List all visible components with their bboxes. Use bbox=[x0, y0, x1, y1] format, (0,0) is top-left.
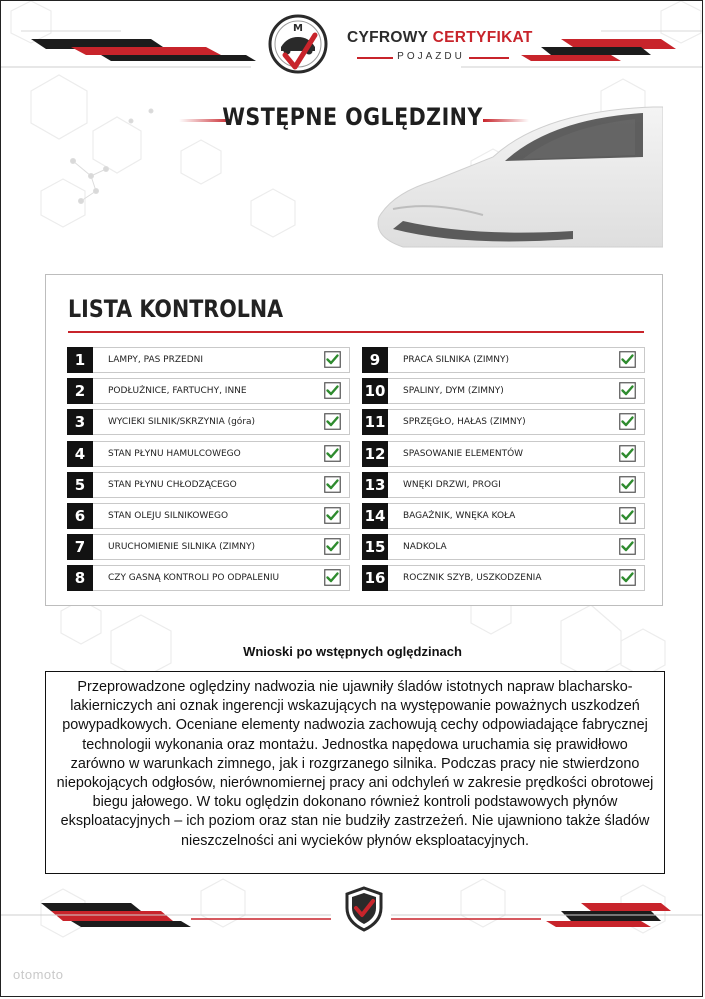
checklist-row-label: LAMPY, PAS PRZEDNI bbox=[108, 355, 204, 365]
checklist-row-label: SPALINY, DYM (ZIMNY) bbox=[403, 386, 504, 397]
checkbox-checked-icon[interactable] bbox=[324, 413, 341, 430]
checkbox-checked-icon[interactable] bbox=[619, 538, 636, 555]
checklist-row-number: 4 bbox=[67, 441, 93, 467]
checklist-row-label: SPRZĘGŁO, HAŁAS (ZIMNY) bbox=[403, 417, 526, 428]
checklist-row-number: 15 bbox=[362, 534, 388, 560]
checklist-row-label: SPASOWANIE ELEMENTÓW bbox=[403, 448, 524, 459]
logo-badge-icon bbox=[267, 13, 329, 79]
checklist-row bbox=[362, 503, 645, 529]
checkbox-checked-icon[interactable] bbox=[619, 507, 636, 524]
checklist-column-right bbox=[362, 347, 645, 597]
left-stripes bbox=[1, 31, 256, 67]
checklist-row bbox=[67, 503, 350, 529]
checkbox-checked-icon[interactable] bbox=[324, 476, 341, 493]
checklist-row bbox=[362, 441, 645, 467]
checklist-row-label: PRACA SILNIKA (ZIMNY) bbox=[403, 355, 509, 365]
checkbox-checked-icon[interactable] bbox=[324, 507, 341, 524]
checklist-row-number: 1 bbox=[67, 347, 93, 373]
checklist-row-number: 8 bbox=[67, 565, 93, 591]
checklist-card bbox=[45, 274, 663, 606]
watermark: otomoto bbox=[13, 967, 64, 982]
checklist-row bbox=[67, 378, 350, 404]
checklist-row-label: STAN OLEJU SILNIKOWEGO bbox=[108, 510, 229, 521]
checklist-row-number: 10 bbox=[362, 378, 388, 404]
shield-check-icon bbox=[344, 886, 384, 932]
checklist-row-label: URUCHOMIENIE SILNIKA (ZIMNY) bbox=[108, 542, 255, 553]
page-title: WSTĘPNE OGLĘDZINY bbox=[222, 103, 483, 131]
checklist-rule bbox=[68, 331, 644, 333]
checklist-row-number: 3 bbox=[67, 409, 93, 435]
checklist-row-label: CZY GASNĄ KONTROLI PO ODPALENIU bbox=[108, 573, 280, 584]
checklist-row-label: ROCZNIK SZYB, USZKODZENIA bbox=[403, 573, 542, 584]
checklist-row-label: NADKOLA bbox=[403, 542, 447, 553]
checkbox-checked-icon[interactable] bbox=[619, 382, 636, 399]
checklist-row bbox=[67, 409, 350, 435]
checklist-row-label: WYCIEKI SILNIK/SKRZYNIA (góra) bbox=[108, 417, 256, 428]
checklist-row bbox=[362, 472, 645, 498]
conclusions-text: Przeprowadzone oględziny nadwozia nie ujawniły śladów istotnych napraw blacharsko-lakierniczych ani oznak ingerencji wskazujących na występowanie poważnych uszkodzeń powypadkowych. Oceniane elementy nadwozia zachowują cechy odpowiadające fabrycznej technologii wykonania oraz montażu. Jednostka napędowa uruchamia się prawidłowo zarówno w warunkach zimnego, jak i rozgrzanego silnika. Podczas pracy nie stwierdzono niepokojących odgłosów, nierównomiernej pracy ani odchyleń w zakresie prędkości obrotowej biegu jałowego. W toku oględzin dokonano również kontroli podstawowych płynów eksploatacyjnych – ich poziom oraz stan nie budziły zastrzeżeń. Nie ujawniono także śladów nieszczelności ani wycieków płynów eksploatacyjnych. bbox=[56, 679, 654, 849]
checkbox-checked-icon[interactable] bbox=[324, 351, 341, 368]
checkbox-checked-icon[interactable] bbox=[619, 476, 636, 493]
checklist-row bbox=[362, 378, 645, 404]
conclusions-box bbox=[45, 671, 665, 874]
brand-rule-right bbox=[469, 57, 509, 59]
checkbox-checked-icon[interactable] bbox=[324, 445, 341, 462]
checklist-row-number: 11 bbox=[362, 409, 388, 435]
checklist-row bbox=[362, 565, 645, 591]
footer-left-stripes bbox=[1, 903, 331, 927]
checklist-row-number: 7 bbox=[67, 534, 93, 560]
checklist-row-label: WNĘKI DRZWI, PROGI bbox=[403, 479, 501, 490]
checklist-column-left bbox=[67, 347, 350, 597]
title-rule-right bbox=[483, 119, 529, 122]
checklist-row bbox=[67, 534, 350, 560]
checklist-row-label: PODŁUŻNICE, FARTUCHY, INNE bbox=[108, 386, 247, 397]
brand-word-2: CERTYFIKAT bbox=[432, 29, 533, 46]
checklist-row-number: 12 bbox=[362, 441, 388, 467]
checkbox-checked-icon[interactable] bbox=[619, 445, 636, 462]
checklist-row-number: 2 bbox=[67, 378, 93, 404]
checklist-row-number: 5 bbox=[67, 472, 93, 498]
checklist-row-number: 14 bbox=[362, 503, 388, 529]
checklist-row-number: 13 bbox=[362, 472, 388, 498]
checklist-row bbox=[67, 441, 350, 467]
checkbox-checked-icon[interactable] bbox=[619, 413, 636, 430]
checklist-row bbox=[362, 534, 645, 560]
checklist-row-number: 16 bbox=[362, 565, 388, 591]
checkbox-checked-icon[interactable] bbox=[324, 382, 341, 399]
brand-word-1: CYFROWY bbox=[347, 29, 429, 46]
conclusions-heading: Wnioski po wstępnych oględzinach bbox=[243, 644, 462, 659]
brand-name bbox=[347, 29, 533, 47]
checklist-row-label: BAGAŻNIK, WNĘKA KOŁA bbox=[403, 510, 516, 521]
logo-letter: M bbox=[293, 23, 303, 34]
brand-subtitle: POJAZDU bbox=[397, 51, 465, 62]
checkbox-checked-icon[interactable] bbox=[619, 351, 636, 368]
checklist-row bbox=[67, 565, 350, 591]
checklist-row-number: 9 bbox=[362, 347, 388, 373]
checklist-row bbox=[362, 347, 645, 373]
checklist-row bbox=[362, 409, 645, 435]
checklist-title: LISTA KONTROLNA bbox=[68, 295, 284, 323]
footer-right-stripes bbox=[391, 903, 703, 927]
checklist-row-label: STAN PŁYNU HAMULCOWEGO bbox=[108, 448, 241, 459]
checklist-row-label: STAN PŁYNU CHŁODZĄCEGO bbox=[108, 479, 237, 490]
checkbox-checked-icon[interactable] bbox=[619, 569, 636, 586]
checkbox-checked-icon[interactable] bbox=[324, 538, 341, 555]
checklist-row-number: 6 bbox=[67, 503, 93, 529]
checklist-row bbox=[67, 472, 350, 498]
checkbox-checked-icon[interactable] bbox=[324, 569, 341, 586]
checklist-row bbox=[67, 347, 350, 373]
